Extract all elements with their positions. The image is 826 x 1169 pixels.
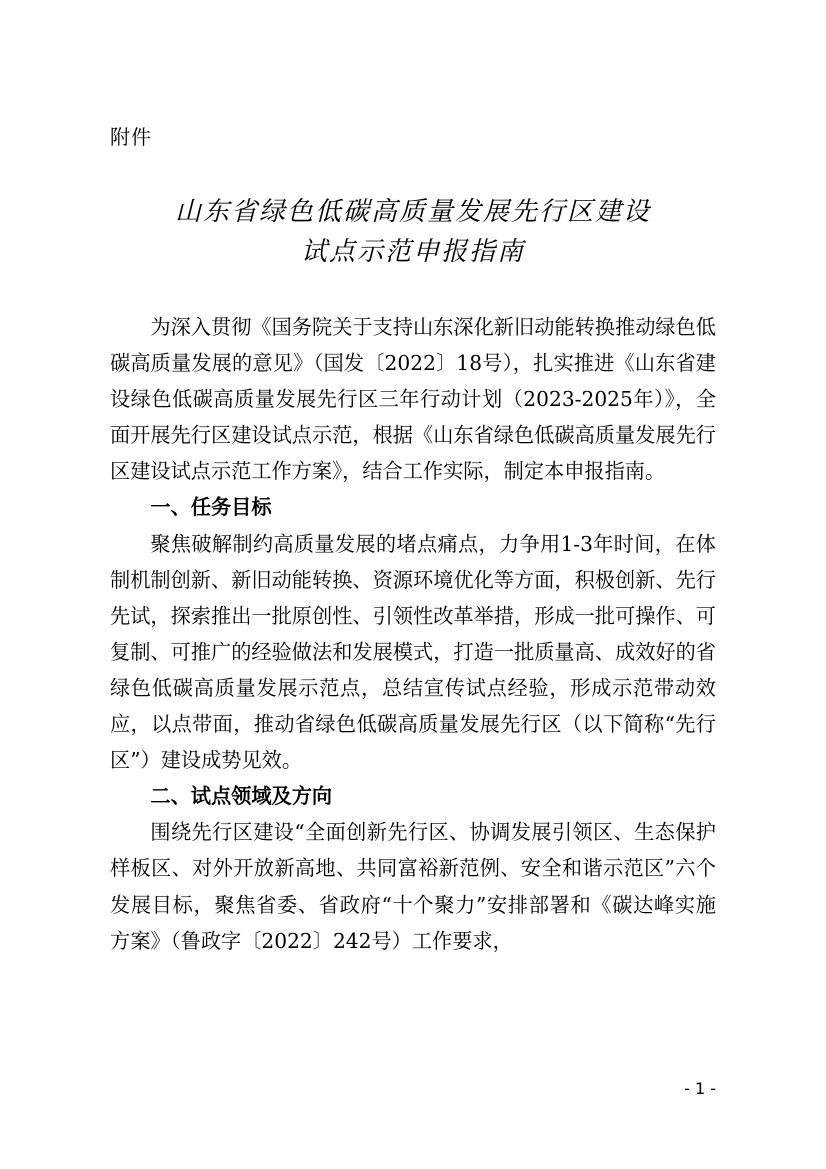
intro-paragraph: 为深入贯彻《国务院关于支持山东深化新旧动能转换推动绿色低碳高质量发展的意见》（国发〔2022〕18号），扎实推进《山东省建设绿色低碳高质量发展先行区三年行动计划（2023-2025年）》，全面开展先行区建设试点示范，根据《山东省绿色低碳高质量发展先行区建设试点示范工作方案》，结合工作实际，制定本申报指南。 (110, 315, 716, 484)
title-line-1: 山东省绿色低碳高质量发展先行区建设 (174, 197, 651, 227)
attachment-label: 附件 (110, 125, 152, 149)
document-title (110, 192, 716, 272)
page-number: - 1 - (684, 1079, 716, 1098)
section-heading-2: 二、试点领域及方向 (150, 784, 333, 809)
document-body (110, 309, 716, 959)
section-2-paragraph: 围绕先行区建设“全面创新先行区、协调发展引领区、生态保护样板区、对外开放新高地、共同富裕新范例、安全和谐示范区”六个发展目标，聚焦省委、省政府“十个聚力”安排部署和《碳达峰实施方案》（鲁政字〔2022〕242号）工作要求， (110, 820, 716, 953)
title-line-2: 试点示范申报指南 (300, 237, 525, 267)
section-1-paragraph: 聚焦破解制约高质量发展的堵点痛点，力争用1-3年时间，在体制机制创新、新旧动能转换、资源环境优化等方面，积极创新、先行先试，探索推出一批原创性、引领性改革举措，形成一批可操作、可复制、可推广的经验做法和发展模式，打造一批质量高、成效好的省绿色低碳高质量发展示范点，总结宣传试点经验，形成示范带动效应，以点带面，推动省绿色低碳高质量发展先行区（以下简称“先行区”）建设成势见效。 (110, 531, 716, 773)
section-heading-1: 一、任务目标 (150, 495, 272, 520)
